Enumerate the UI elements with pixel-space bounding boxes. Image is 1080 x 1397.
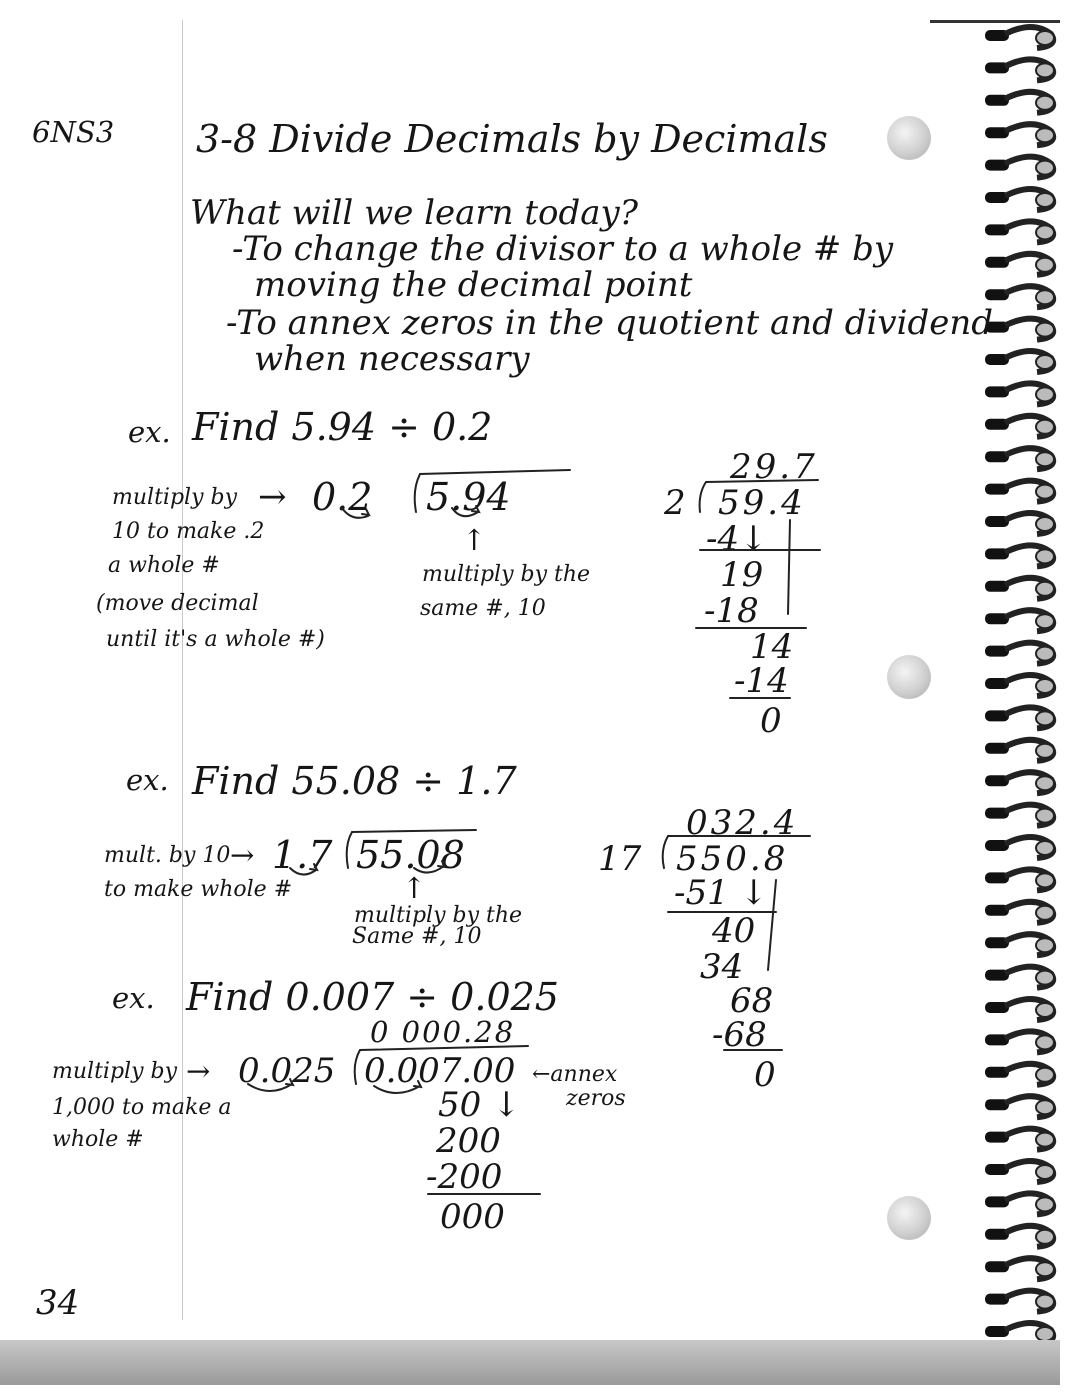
ex1-note2-line-2: same #, 10 — [420, 596, 546, 621]
ex2-note-line-2: to make whole # — [104, 877, 293, 902]
ex2-step-3: 34 — [700, 947, 744, 987]
ex1-note-line-5: until it's a whole #) — [106, 627, 325, 652]
ex3-annex-line-1: ←annex — [532, 1062, 618, 1087]
ex1-problem: Find 5.94 ÷ 0.2 — [192, 405, 493, 449]
ex1-division-bracket — [415, 470, 570, 512]
ex2-bringdown-line — [768, 880, 776, 970]
ex1-divisor-hook — [342, 508, 369, 518]
ex2-up-arrow: ↑ — [402, 871, 427, 905]
objectives-question: What will we learn today? — [190, 193, 638, 233]
ex3-arrow: → — [186, 1054, 211, 1088]
ex1-label: ex. — [128, 415, 171, 449]
ex3-division-bracket — [355, 1046, 528, 1084]
ex2-step-6: 0 — [754, 1055, 776, 1095]
ex3-label: ex. — [112, 981, 155, 1015]
page-title: 3-8 Divide Decimals by Decimals — [196, 117, 828, 161]
ex2-dividend-hook — [414, 861, 445, 873]
ex1-step-4: 14 — [750, 627, 794, 667]
ex2-dividend: 55.08 — [356, 833, 465, 877]
ex1-note-line-2: 10 to make .2 — [112, 519, 265, 544]
ex1-work-quotient: 29.7 — [730, 447, 818, 487]
ex2-problem: Find 55.08 ÷ 1.7 — [192, 759, 517, 803]
ex3-dividend: 0.007.00 — [364, 1051, 516, 1091]
objective-line-2: moving the decimal point — [254, 265, 693, 305]
ex1-arrow: → — [258, 477, 287, 517]
ex3-step-3: -200 — [426, 1157, 503, 1197]
ex2-label: ex. — [126, 763, 169, 797]
objective-line-1: -To change the divisor to a whole # by — [232, 229, 894, 269]
ex2-step-4: 68 — [730, 981, 774, 1021]
ex2-work-bracket — [663, 836, 810, 868]
ex2-work-divisor: 17 — [598, 839, 642, 879]
ex3-divisor-hook — [248, 1079, 293, 1091]
ex1-note-line-3: a whole # — [108, 553, 220, 578]
ex1-dividend: 5.94 — [426, 475, 511, 519]
ex3-note-line-3: whole # — [52, 1127, 144, 1152]
ex2-step-5: -68 — [712, 1015, 767, 1055]
ex2-division-bracket — [347, 830, 476, 868]
ex1-work-bracket — [700, 480, 818, 512]
ex2-arrow: → — [230, 838, 255, 872]
ex1-step-5: -14 — [734, 661, 789, 701]
ex2-note2-line-1: multiply by the — [354, 903, 523, 928]
objective-line-4: when necessary — [254, 339, 530, 379]
ex3-problem: Find 0.007 ÷ 0.025 — [186, 975, 559, 1019]
ex3-annex-line-2: zeros — [566, 1086, 626, 1111]
ex3-dividend-hook — [374, 1081, 421, 1093]
ex3-step-2: 200 — [436, 1121, 501, 1161]
page-number: 34 — [36, 1283, 80, 1323]
ex2-note-line-1: mult. by 10 — [104, 843, 231, 868]
ex1-work-dividend: 59.4 — [718, 483, 806, 523]
ex2-note2-line-2: Same #, 10 — [352, 924, 482, 949]
ex2-work-dividend: 550.8 — [676, 839, 789, 879]
ex1-divisor: 0.2 — [312, 475, 373, 519]
ex2-divisor-hook — [290, 864, 317, 875]
ex1-note2-line-1: multiply by the — [422, 562, 591, 587]
objective-line-3: -To annex zeros in the quotient and dividend — [226, 303, 994, 343]
ex1-up-arrow: ↑ — [462, 523, 487, 557]
ex3-step-4: 000 — [440, 1197, 505, 1237]
ex3-note-line-2: 1,000 to make a — [52, 1095, 232, 1120]
ex1-step-2: 19 — [720, 555, 764, 595]
ex1-note-line-1: multiply by — [112, 485, 237, 510]
ex2-step-1: -51 ↓ — [674, 873, 769, 913]
ex2-divisor: 1.7 — [272, 833, 333, 877]
ex2-work-quotient: 032.4 — [686, 803, 799, 843]
ex1-dividend-hook — [452, 506, 479, 516]
ex1-bringdown-line — [788, 520, 790, 614]
ex2-step-2: 40 — [712, 911, 756, 951]
ex1-step-3: -18 — [704, 591, 759, 631]
ex3-step-1: 50 ↓ — [438, 1085, 521, 1125]
ex3-note-line-1: multiply by — [52, 1059, 177, 1084]
ex1-note-line-4: (move decimal — [96, 591, 259, 616]
ex3-quotient: 0 000.28 — [370, 1015, 516, 1049]
standard-code: 6NS3 — [32, 115, 115, 149]
ex1-work-divisor: 2 — [664, 483, 686, 523]
ex1-step-1: -4↓ — [706, 519, 768, 559]
ex3-divisor: 0.025 — [238, 1051, 336, 1091]
ex1-step-6: 0 — [760, 701, 782, 741]
